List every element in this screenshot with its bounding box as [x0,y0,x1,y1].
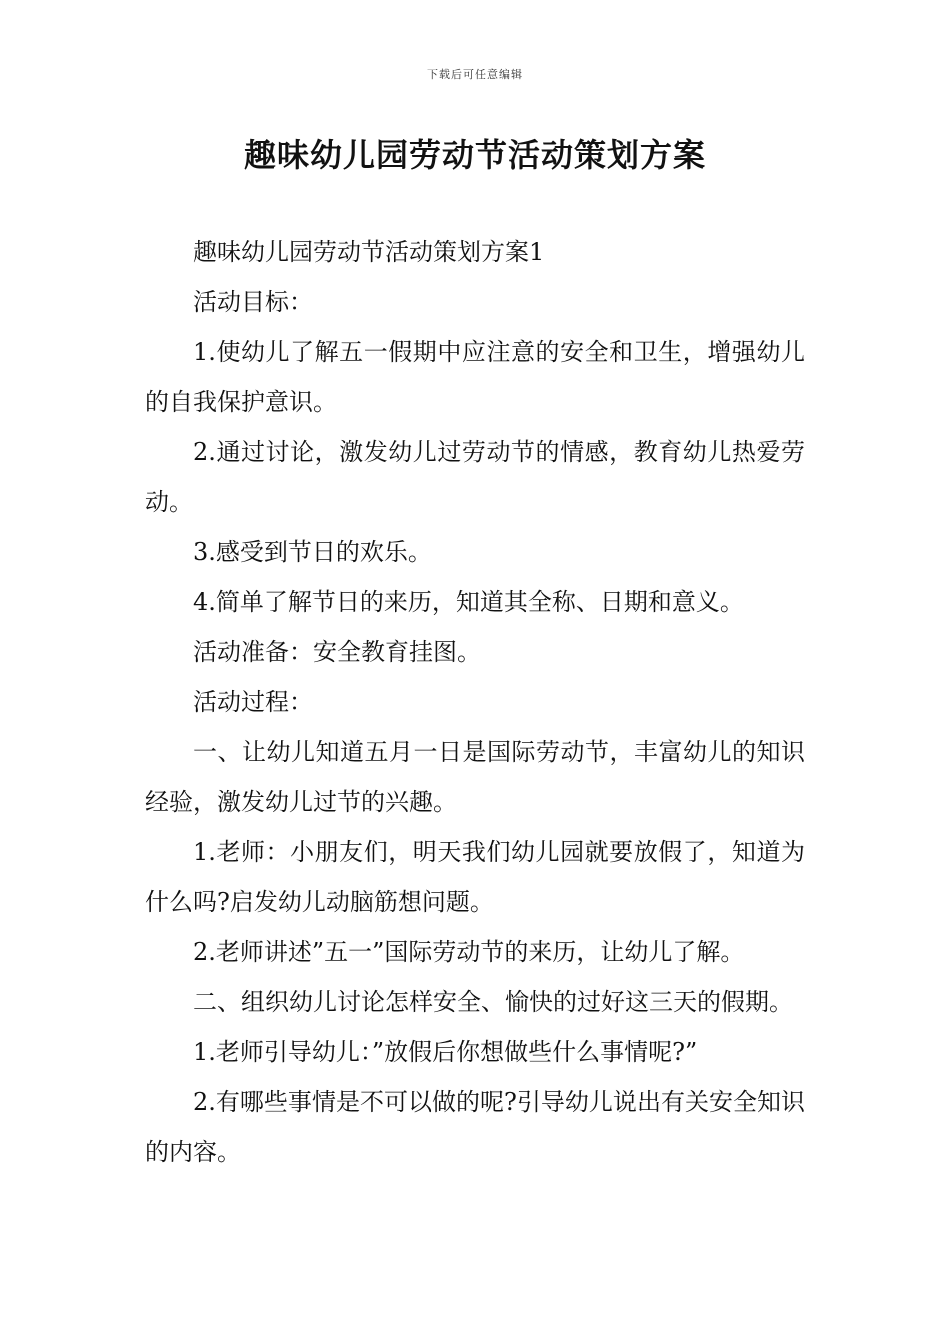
paragraph-step-2-item-1: 1.老师引导幼儿：”放假后你想做些什么事情呢?” [193,1038,698,1066]
paragraph-goals-heading: 活动目标： [193,288,313,316]
document-title: 趣味幼儿园劳动节活动策划方案 [243,136,706,174]
paragraph-goal-4: 4.简单了解节日的来历，知道其全称、日期和意义。 [193,588,744,616]
paragraph-section-heading: 趣味幼儿园劳动节活动策划方案1 [193,238,545,266]
paragraph-step-2-item-2: 2.有哪些事情是不可以做的呢?引导幼儿说出有关安全知识的内容。 [145,1088,805,1166]
paragraph-process-heading: 活动过程： [193,688,313,716]
paragraph-goal-3: 3.感受到节日的欢乐。 [193,538,432,566]
paragraph-preparation: 活动准备：安全教育挂图。 [193,638,481,666]
header-note: 下载后可任意编辑 [427,68,523,81]
paragraph-step-1-item-2: 2.老师讲述”五一”国际劳动节的来历，让幼儿了解。 [193,938,745,966]
paragraph-step-1: 一、让幼儿知道五月一日是国际劳动节，丰富幼儿的知识经验，激发幼儿过节的兴趣。 [145,738,805,816]
paragraph-goal-2: 2.通过讨论，激发幼儿过劳动节的情感，教育幼儿热爱劳动。 [145,438,805,516]
paragraph-step-2: 二、组织幼儿讨论怎样安全、愉快的过好这三天的假期。 [193,988,793,1016]
paragraph-goal-1: 1.使幼儿了解五一假期中应注意的安全和卫生，增强幼儿的自我保护意识。 [145,338,805,416]
paragraph-step-1-item-1: 1.老师：小朋友们，明天我们幼儿园就要放假了，知道为什么吗?启发幼儿动脑筋想问题。 [145,838,805,916]
document-body [145,227,805,1177]
